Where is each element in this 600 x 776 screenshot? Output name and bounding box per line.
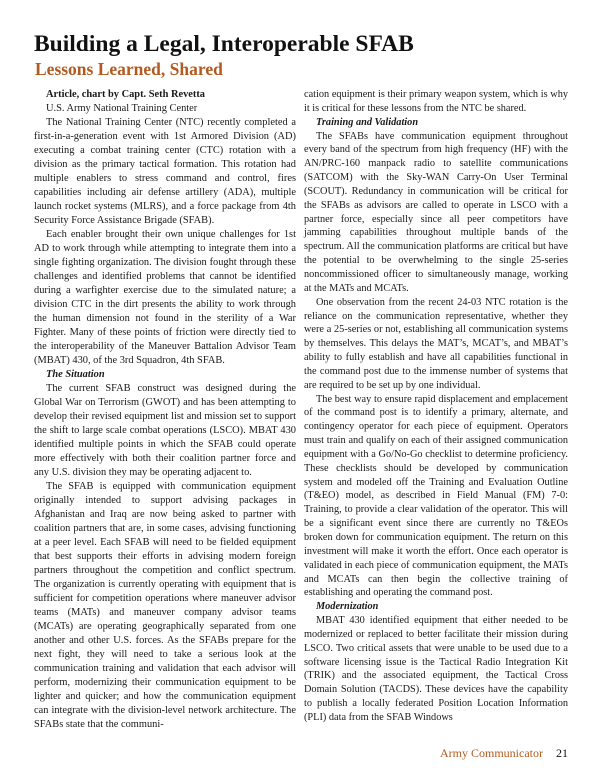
paragraph: The National Training Center (NTC) recently completed a first-in-a-generation event with 1st Armored Division (AD) executing a combat training center (CTC) rotation with a division as the primary tactical formation. This rotation had multiple enablers to stress command and control, fires capabilities including air defense artillery (ADA), multiple launch rocket systems (MLRS), and a force package from 4th Security Force Assistance Brigade (SFAB). — [34, 117, 296, 226]
right-column — [304, 88, 568, 725]
section-heading-situation: The Situation — [46, 369, 105, 380]
left-column — [34, 88, 296, 732]
section-heading-modernization: Modernization — [316, 601, 379, 613]
paragraph: The SFABs have communication equipment throughout every band of the spectrum from high frequency (HF) with the AN/PRC-160 manpack radio to satellite communications (SATCOM) with the Sky-WAN Carry-On User Terminal (SCOUT). Redundancy in communication will be critical for the SFABs as advisors are called to operate in LSCO with a partner force, especially since all peer competitors have jamming capabilities throughout multiple bands of the spectrum. All the communication platforms are critical but have the potential to be overwhelming to the single 25-series noncommissioned officer to simultaneously manage, working at the MATs and MCATs. — [304, 130, 568, 294]
article-subtitle: Lessons Learned, Shared — [35, 59, 223, 79]
paragraph: The best way to ensure rapid displacement and emplacement of the command post is to identify a primary, alternate, and contingency operator for each piece of equipment. Operators must train and qualify on each of their assigned communication equipment with a Go/No-Go checklist to determine proficiency. These checklists should be developed by communication system and modeled off the Training and Evaluation Outline (T&EO) model, as described in Field Manual (FM) 7-0: Training, to provide a clear validation of the operator. This will be a significant event since there are currently no T&EOs broken down for communication equipment. The return on this investment will make it worth the effort. Once each operator is validated in each piece of communication equipment, the MATs and MCATs can then begin the collective training of establishing and operating the command post. — [304, 393, 568, 599]
page-number: 21 — [556, 746, 568, 760]
section-heading-training: Training and Validation — [316, 116, 419, 128]
paragraph-continued: cation equipment is their primary weapon system, which is why it is critical for these lessons from the NTC be shared. — [304, 89, 568, 114]
publication-name: Army Communicator — [440, 746, 543, 760]
byline-affiliation: U.S. Army National Training Center — [46, 103, 198, 114]
paragraph: Each enabler brought their own unique challenges for 1st AD to work through while attempting to integrate them into a single fighting organization. The division fought through these challenges and identified problems that cannot be identified during a warfighter exercise due to the simulated nature; a division CTC in the dirt presents the ability to work through the human dimension not found in the sterility of a War Fighter. Many of these points of friction were directly tied to the interoperability of the Maneuver Battalion Advisor Team (MBAT) 430, of the 3rd Squadron, 4th SFAB. — [34, 229, 296, 366]
paragraph: The SFAB is equipped with communication equipment originally intended to support advising packages in Afghanistan and Iraq are now being asked to partner with coalition partners that are, in some cases, advising functioning at a peer level. Each SFAB will need to be fielded equipment that best supports their efforts in advising modern foreign partners throughout the competition and conflict spectrum. The organization is currently operating with equipment that is sufficient for competition operations where maneuver advisor teams (MATs) and maneuver company advisor teams (MCATs) are operating geographically separated from one another and other U.S. forces. As the SFABs prepare for the next fight, they will need to take a serious look at the communication training and validation that each advisor will perform, modernizing their communication equipment to be lighter and quicker; and how the communication equipment can integrate with the division-level network architecture. The SFABs state that the communi- — [34, 481, 296, 730]
paragraph: The current SFAB construct was designed during the Global War on Terrorism (GWOT) and has been attempting to develop their revised equipment list and mission set to support the shift to large scale combat operations (LSCO). MBAT 430 identified multiple points in which the SFAB could operate more effectively with both their coalition partner force and any U.S. division they may be operating adjacent to. — [34, 383, 296, 478]
paragraph: MBAT 430 identified equipment that either needed to be modernized or replaced to better facilitate their mission during LSCO. Two critical assets that were unable to be used due to a software licensing issue is the Tactical Radio Integration Kit (TRIK) and the associated equipment, the Tactical Cross Domain Solution (TACDS). These devices have the capability to publish a locally federated Position Location Information (PLI) data from the SFAB Windows — [304, 615, 568, 723]
page-footer — [440, 746, 568, 761]
article-title: Building a Legal, Interoperable SFAB — [34, 31, 414, 57]
byline-author: Article, chart by Capt. Seth Revetta — [46, 89, 205, 100]
paragraph: One observation from the recent 24-03 NTC rotation is the reliance on the communication representative, whether they were a 25-series or not, establishing all communication systems by themselves. This delays the MAT’s, MCAT’s, and MBAT’s ability to fully establish and have all capabilities functional in the command post due to the immense number of systems that are required to be set up by one individual. — [304, 296, 568, 391]
